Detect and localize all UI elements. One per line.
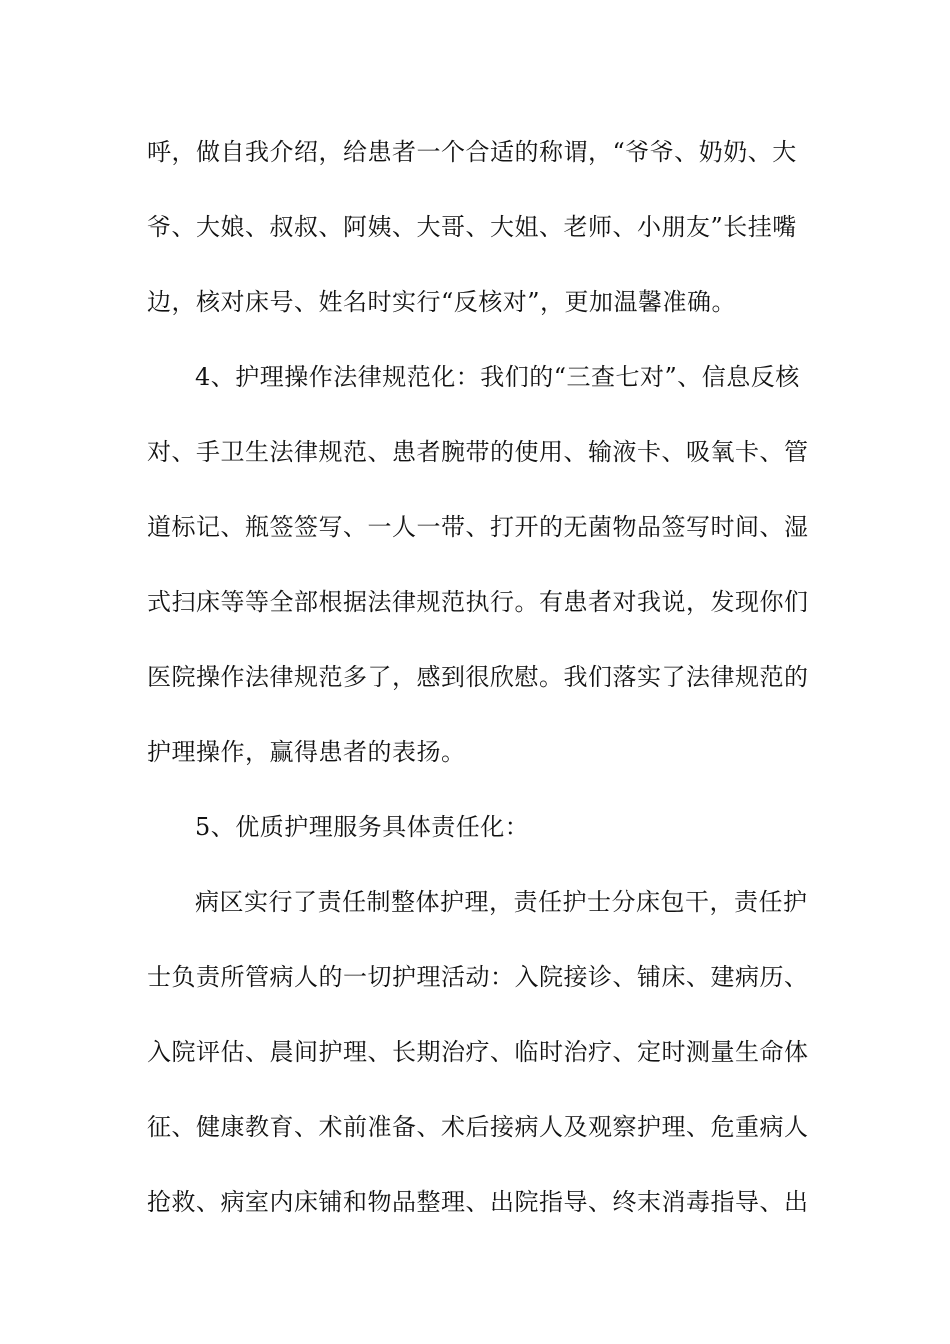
paragraph-line: 道标记、瓶签签写、一人一带、打开的无菌物品签写时间、湿 [147, 513, 809, 541]
paragraph-line: 病区实行了责任制整体护理，责任护士分床包干，责任护 [195, 888, 808, 916]
paragraph-line: 抢救、病室内床铺和物品整理、出院指导、终末消毒指导、出 [147, 1188, 809, 1216]
paragraph-line: 士负责所管病人的一切护理活动：入院接诊、铺床、建病历、 [147, 963, 809, 991]
paragraph-line: 护理操作，赢得患者的表扬。 [147, 738, 466, 766]
paragraph-line: 对、手卫生法律规范、患者腕带的使用、输液卡、吸氧卡、管 [147, 438, 809, 466]
section-heading-line: 5、优质护理服务具体责任化： [195, 813, 530, 841]
paragraph-line: 医院操作法律规范多了，感到很欣慰。我们落实了法律规范的 [147, 663, 809, 691]
paragraph-line: 式扫床等等全部根据法律规范执行。有患者对我说，发现你们 [147, 588, 809, 616]
paragraph-line: 边，核对床号、姓名时实行“反核对”，更加温馨准确。 [147, 288, 737, 316]
section-heading-line: 4、护理操作法律规范化：我们的“三查七对”、信息反核 [195, 363, 800, 391]
paragraph-line: 征、健康教育、术前准备、术后接病人及观察护理、危重病人 [147, 1113, 809, 1141]
paragraph-line: 爷、大娘、叔叔、阿姨、大哥、大姐、老师、小朋友”长挂嘴 [147, 213, 797, 241]
paragraph-line: 呼，做自我介绍，给患者一个合适的称谓，“爷爷、奶奶、大 [147, 138, 797, 166]
paragraph-line: 入院评估、晨间护理、长期治疗、临时治疗、定时测量生命体 [147, 1038, 809, 1066]
